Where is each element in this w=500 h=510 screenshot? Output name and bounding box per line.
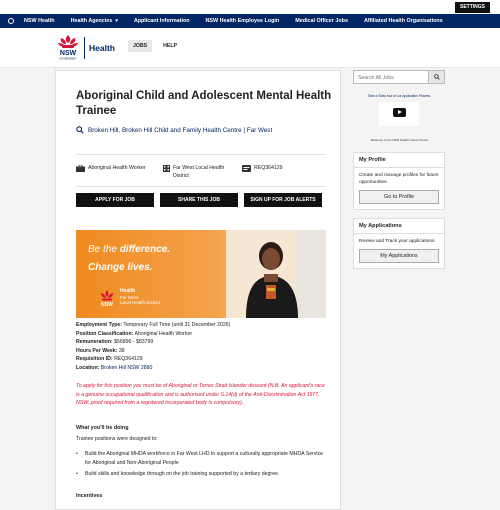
applications-text: Review and Track your applications. xyxy=(359,239,436,244)
go-to-profile-button[interactable]: Go to Profile xyxy=(359,190,439,204)
job-details-list xyxy=(76,321,326,373)
nav-label: NSW Health xyxy=(24,18,55,24)
nav-applicant-information[interactable] xyxy=(134,18,190,24)
video-subtitle: Welcome to the NSW Health Career Portal xyxy=(370,138,428,142)
video-caption: Take a Video tour of our Application Process xyxy=(367,94,431,98)
id-card-icon xyxy=(242,165,251,172)
detail-row xyxy=(76,364,326,373)
job-district xyxy=(163,164,228,180)
applications-heading: My Applications xyxy=(354,219,444,234)
detail-row xyxy=(76,330,326,339)
globe-icon[interactable] xyxy=(8,18,14,24)
detail-value: Aboriginal Health Worker xyxy=(134,330,193,337)
my-applications-button[interactable]: My Applications xyxy=(359,249,439,263)
section-intro: Trainee positions were designed to: xyxy=(76,436,158,442)
nav-nsw-health[interactable] xyxy=(24,18,55,24)
nav-label: Applicant Information xyxy=(133,18,190,24)
detail-label: Location: xyxy=(76,364,100,371)
detail-row xyxy=(76,355,326,364)
header-nav xyxy=(128,40,188,52)
section-heading: Incentives xyxy=(76,493,103,499)
list-item xyxy=(76,450,326,467)
search-icon xyxy=(434,74,440,80)
detail-value: 38 xyxy=(118,347,125,354)
banner-org-sub: Far West xyxy=(120,294,139,300)
detail-label: Position Classification: xyxy=(76,330,134,337)
detail-value: $56896 - $83799 xyxy=(114,339,154,346)
banner-org-sub: Local Health District xyxy=(120,300,161,305)
list-item xyxy=(76,470,326,479)
banner-text-bold: difference. xyxy=(119,244,171,255)
applications-card xyxy=(353,218,445,269)
list-item-text: Build the Aboriginal MHDA workforce in Far West LHD to support a culturally appropriate MHDA Service for Aboriginal and Non-Aboriginal People xyxy=(85,451,324,466)
tab-help[interactable]: HELP xyxy=(163,43,177,49)
detail-row xyxy=(76,338,326,347)
banner-subline: Change lives. xyxy=(88,262,153,273)
profile-card xyxy=(353,152,445,210)
job-details-panel xyxy=(55,70,341,510)
divider xyxy=(76,186,326,187)
search-input[interactable] xyxy=(355,72,427,83)
divider xyxy=(76,154,326,155)
nav-label: Medical Officer Jobs xyxy=(295,18,348,24)
banner-org-name xyxy=(120,288,160,306)
profile-text: Create and manage profiles for future opportunities. xyxy=(359,173,439,185)
bullet-icon: • xyxy=(76,451,78,457)
play-icon[interactable] xyxy=(393,108,406,117)
job-location[interactable] xyxy=(76,126,272,134)
site-header xyxy=(0,28,500,68)
job-category-text: Aboriginal Health Worker xyxy=(88,165,146,171)
detail-row xyxy=(76,347,326,356)
section-heading: What you'll be doing xyxy=(76,425,129,431)
duties-list xyxy=(76,450,326,482)
job-category xyxy=(76,164,166,172)
search-button[interactable] xyxy=(428,71,444,83)
job-alerts-button[interactable]: SIGN UP FOR JOB ALERTS xyxy=(244,193,322,207)
list-item-text: Build skills and knowledge through on the job training supported by a tertiary degree. xyxy=(85,471,280,478)
detail-label: Requisition ID: xyxy=(76,356,113,363)
eligibility-notice: To apply for this position you must be of Aboriginal or Torres Strait Islander descent (N.B. An applicant's race is a genuine occupational qualification and is authorised under S.14(d) of the Anti-Discrimination Act 1977, NSW, proof required from a registered Incorporated body is compulsory). xyxy=(76,383,325,407)
detail-label: Remuneration: xyxy=(76,339,113,346)
settings-button[interactable]: SETTINGS xyxy=(455,2,490,13)
detail-value: Temporary Full Time (until 31 December 2026) xyxy=(123,322,231,328)
staff-photo xyxy=(226,230,326,318)
nsw-health-logo[interactable] xyxy=(55,34,125,62)
nav-medical-officer-jobs[interactable] xyxy=(295,18,348,24)
logo-divider xyxy=(84,37,85,59)
recruitment-banner xyxy=(76,230,326,318)
job-reference xyxy=(242,164,322,172)
share-button[interactable]: SHARE THIS JOB xyxy=(160,193,238,207)
banner-text: Be the xyxy=(88,244,120,255)
nav-label: Affiliated Health Organisations xyxy=(363,18,443,24)
detail-label: Hours Per Week: xyxy=(76,347,118,354)
search-box xyxy=(353,70,445,84)
job-location-text: Broken Hill, Broken Hill Child and Family Health Centre | Far West xyxy=(88,126,273,134)
top-navigation xyxy=(0,14,500,28)
job-actions xyxy=(76,193,326,207)
job-reference-text: REQ364129 xyxy=(254,165,283,171)
building-icon xyxy=(163,165,170,172)
waratah-logo-icon xyxy=(98,290,116,308)
top-strip xyxy=(0,0,500,14)
bullet-icon: • xyxy=(76,471,78,478)
detail-label: Employment Type: xyxy=(76,322,123,328)
waratah-logo-icon xyxy=(55,34,81,62)
nav-health-agencies[interactable] xyxy=(71,18,118,24)
job-title: Aboriginal Child and Adolescent Mental Health Trainee xyxy=(76,90,332,117)
tab-jobs[interactable]: JOBS xyxy=(128,40,152,52)
logo-health-text: Health xyxy=(89,43,115,53)
chevron-down-icon: ▾ xyxy=(115,18,118,24)
nav-label: NSW Health Employee Login xyxy=(205,18,280,24)
apply-button[interactable]: APPLY FOR JOB xyxy=(76,193,154,207)
svg-text:NSW: NSW xyxy=(59,50,77,57)
video-tour-card[interactable] xyxy=(353,92,445,156)
banner-headline xyxy=(88,244,170,255)
detail-value: REQ364129 xyxy=(114,356,143,363)
job-district-text: Far West Local Health District xyxy=(173,165,225,179)
banner-org-title: Health xyxy=(120,288,136,294)
svg-text:NSW: NSW xyxy=(101,302,113,308)
search-icon xyxy=(76,126,84,134)
briefcase-icon xyxy=(76,165,85,172)
detail-row xyxy=(76,321,326,330)
location-link[interactable]: Broken Hill NSW 2880 xyxy=(100,364,153,371)
nav-label: Health Agencies xyxy=(70,18,113,24)
nav-affiliated-health[interactable] xyxy=(364,18,443,24)
nav-employee-login[interactable] xyxy=(206,18,280,24)
profile-heading: My Profile xyxy=(354,153,444,168)
svg-text:GOVERNMENT: GOVERNMENT xyxy=(59,57,77,61)
